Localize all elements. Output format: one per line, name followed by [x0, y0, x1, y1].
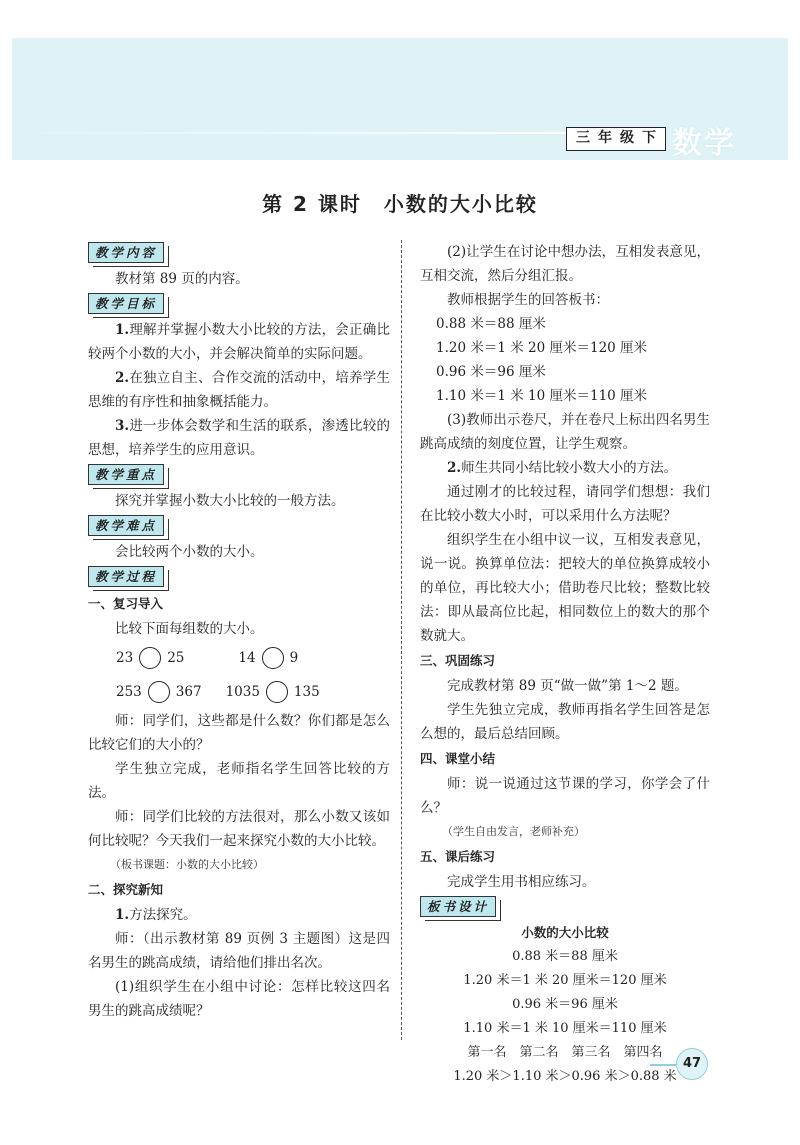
- goal-3-number: 3.: [115, 418, 130, 434]
- section-tag-difficulty: 教学难点: [88, 515, 164, 536]
- practice-review: 学生先独立完成，教师再指名学生回答是怎么想的，最后总结回顾。: [420, 702, 710, 742]
- content-text: 教材第 89 页的内容。: [115, 271, 249, 287]
- board-line-2: 1.20 米＝1 米 20 厘米＝120 厘米: [463, 973, 667, 988]
- difficulty-text: 会比较两个小数的大小。: [115, 544, 264, 560]
- board-order: 1.20 米＞1.10 米＞0.96 米＞0.88 米: [453, 1069, 677, 1084]
- group-discuss: (1)组织学生在小组中讨论：怎样比较这四名男生的跳高成绩呢？: [88, 979, 390, 1019]
- student-task: 学生独立完成，老师指名学生回答比较的方法。: [88, 761, 390, 801]
- board-line-1: 0.88 米＝88 厘米: [512, 949, 618, 964]
- summary-question: 师：说一说通过这节课的学习，你学会了什么？: [420, 776, 710, 816]
- compare-item: 14 9: [238, 646, 298, 670]
- compare-item: 23 25: [116, 646, 184, 670]
- board-title: 小数的大小比较: [521, 925, 609, 940]
- grade-label: 三年级下: [566, 127, 666, 151]
- board-intro: 教师根据学生的回答板书：: [447, 292, 609, 308]
- blank-circle: [148, 681, 170, 703]
- compare-row-2: [88, 675, 390, 709]
- heading-summary: 四、课堂小结: [420, 751, 496, 766]
- section-tag-content: 教学内容: [88, 242, 164, 263]
- equation-1: 0.88 米＝88 厘米: [436, 316, 546, 332]
- goal-1: [88, 318, 390, 366]
- board-ranks: 第一名 第二名 第三名 第四名: [467, 1045, 663, 1060]
- equation-2: 1.20 米＝1 米 20 厘米＝120 厘米: [436, 340, 648, 356]
- discuss-report: (2)让学生在讨论中想办法，互相发表意见，互相交流，然后分组汇报。: [420, 244, 710, 284]
- goal-3-text: 进一步体会数学和生活的联系，渗透比较的思想，培养学生的应用意识。: [88, 418, 390, 458]
- practice-task: 完成教材第 89 页“做一做”第 1～2 题。: [447, 678, 688, 694]
- goal-2-number: 2.: [115, 370, 130, 386]
- board-line-3: 0.96 米＝96 厘米: [512, 997, 618, 1012]
- equation-4: 1.10 米＝1 米 10 厘米＝110 厘米: [436, 388, 648, 404]
- methods-summary: 组织学生在小组中议一议，互相发表意见，说一说。换算单位法：把较大的单位换算成较小的单位，再比较大小；借助卷尺比较；整数比较法：即从最高位比起，相同数位上的数大的那个数就大。: [420, 532, 710, 644]
- column-divider: [401, 240, 402, 1040]
- reflect-question: 通过刚才的比较过程，请同学们想想：我们在比较小数大小时，可以采用什么方法呢？: [420, 484, 710, 524]
- goal-2-text: 在独立自主、合作交流的活动中，培养学生思维的有序性和抽象概括能力。: [88, 370, 390, 410]
- summary-note: （学生自由发言，老师补充）: [442, 825, 585, 838]
- equation-3: 0.96 米＝96 厘米: [436, 364, 546, 380]
- compare-item: 253 367: [116, 680, 202, 704]
- teacher-intro: 师：同学们比较的方法很对，那么小数又该如何比较呢？今天我们一起来探究小数的大小比较。: [88, 809, 390, 849]
- goal-1-text: 理解并掌握小数大小比较的方法，会正确比较两个小数的大小，并会解决简单的实际问题。: [88, 322, 390, 362]
- blank-circle: [266, 681, 288, 703]
- page-number: 47: [676, 1048, 708, 1080]
- heading-homework: 五、课后练习: [420, 849, 496, 864]
- blank-circle: [139, 647, 161, 669]
- teacher-show: 师：（出示教材第 89 页例 3 主题图）这是四名男生的跳高成绩，请给他们排出名次。: [88, 931, 390, 971]
- review-text: 比较下面每组数的大小。: [115, 621, 264, 637]
- lesson-title: 第 2 课时 小数的大小比较: [262, 192, 538, 216]
- goal-2: [88, 366, 390, 414]
- homework-text: 完成学生用书相应练习。: [447, 874, 596, 890]
- blank-circle: [262, 647, 284, 669]
- heading-explore: 二、探究新知: [88, 882, 164, 897]
- board-note: （板书课题：小数的大小比较）: [110, 858, 264, 871]
- section-tag-process: 教学过程: [88, 566, 164, 587]
- goal-3: [88, 414, 390, 462]
- tape-measure: (3)教师出示卷尺，并在卷尺上标出四名男生跳高成绩的刻度位置，让学生观察。: [420, 412, 710, 452]
- subject-logo: 数学: [672, 126, 736, 161]
- heading-review: 一、复习导入: [88, 596, 164, 611]
- key-text: 探究并掌握小数大小比较的一般方法。: [115, 493, 345, 509]
- header-decor-line: [12, 132, 572, 134]
- board-line-4: 1.10 米＝1 米 10 厘米＝110 厘米: [463, 1021, 667, 1036]
- goal-1-number: 1.: [115, 322, 130, 338]
- section-tag-goals: 教学目标: [88, 293, 164, 314]
- compare-item: 1035 135: [226, 680, 320, 704]
- section-tag-board: 板书设计: [420, 896, 496, 917]
- section-tag-key: 教学重点: [88, 464, 164, 485]
- left-column: [88, 240, 390, 1023]
- method-1: 1.方法探究。: [115, 907, 197, 923]
- right-column: [420, 240, 710, 1089]
- teacher-question: 师：同学们，这些都是什么数？你们都是怎么比较它们的大小的？: [88, 713, 390, 753]
- heading-practice: 三、巩固练习: [420, 653, 496, 668]
- method-2: 2.师生共同小结比较小数大小的方法。: [447, 460, 678, 476]
- page-number-line: [650, 1064, 676, 1066]
- compare-row-1: [88, 641, 390, 675]
